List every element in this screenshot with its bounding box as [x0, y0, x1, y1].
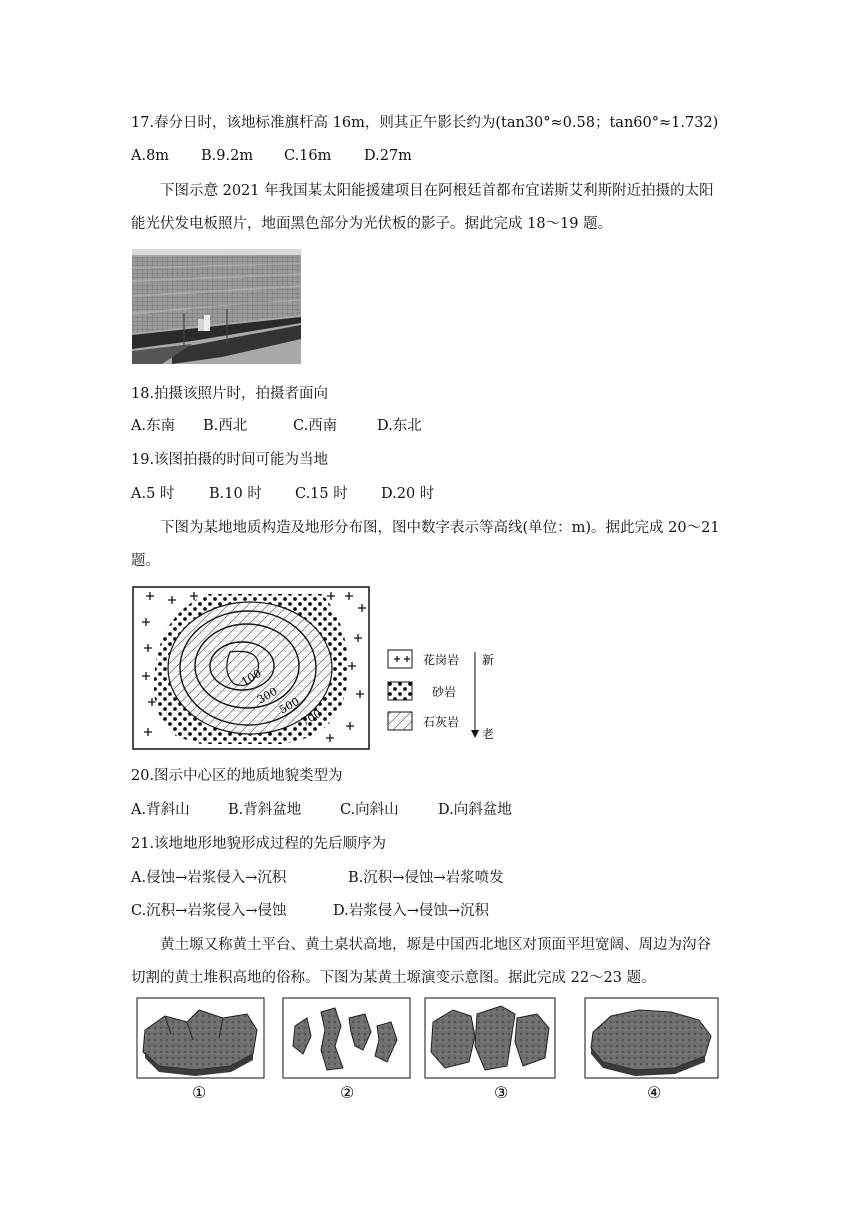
q19-option-a[interactable]: A.5 时 — [131, 486, 175, 502]
q17-option-d[interactable]: D.27m — [364, 148, 412, 164]
q17-option-a[interactable]: A.8m — [131, 148, 170, 164]
q21-stem: 21.该地地形地貌形成过程的先后顺序为 — [131, 836, 387, 852]
q18-option-d[interactable]: D.东北 — [377, 418, 422, 434]
q20-option-d[interactable]: D.向斜盆地 — [438, 802, 512, 818]
loess-stage-2 — [283, 998, 410, 1078]
loess-evolution-figure — [135, 996, 721, 1108]
q21-options-row1 — [131, 868, 504, 888]
solar-panel-photo — [132, 249, 301, 364]
intro-22-23-line1: 黄土塬又称黄土平台、黄土桌状高地，塬是中国西北地区对顶面平坦宽阔、周边为沟谷 — [160, 937, 711, 953]
legend-granite-label: 花岗岩 — [423, 653, 460, 667]
q21-options-row2 — [131, 901, 489, 921]
q19-option-b[interactable]: B.10 时 — [209, 486, 262, 502]
loess-label-2: ② — [340, 1083, 355, 1102]
q18-option-a[interactable]: A.东南 — [131, 418, 176, 434]
q19-stem: 19.该图拍摄的时间可能为当地 — [131, 452, 329, 468]
intro-20-21-line2: 题。 — [131, 553, 160, 569]
q20-option-a[interactable]: A.背斜山 — [131, 802, 190, 818]
legend-age-old: 老 — [482, 727, 495, 741]
legend-age-new: 新 — [482, 653, 495, 667]
loess-stage-3 — [425, 998, 555, 1078]
intro-22-23-line2: 切割的黄土堆积高地的俗称。下图为某黄土塬演变示意图。据此完成 22～23 题。 — [131, 970, 656, 986]
q18-option-b[interactable]: B.西北 — [203, 418, 248, 434]
q19-option-c[interactable]: C.15 时 — [295, 486, 348, 502]
geology-contour-map — [132, 586, 502, 751]
contour-label-500: 500 — [277, 694, 302, 717]
q18-stem: 18.拍摄该照片时，拍摄者面向 — [131, 386, 329, 402]
q21-option-a[interactable]: A.侵蚀→岩浆侵入→沉积 — [131, 870, 287, 886]
q21-option-b[interactable]: B.沉积→侵蚀→岩浆喷发 — [348, 870, 504, 886]
intro-18-19-line2: 能光伏发电板照片，地面黑色部分为光伏板的影子。据此完成 18～19 题。 — [131, 216, 613, 232]
q17-stem: 17.春分日时，该地标准旗杆高 16m，则其正午影长约为(tan30°≈0.58；tan60°≈1.732) — [131, 115, 719, 131]
q19-option-d[interactable]: D.20 时 — [381, 486, 435, 502]
loess-label-3: ③ — [494, 1083, 509, 1102]
loess-stage-1 — [137, 998, 264, 1078]
q19-options — [131, 484, 434, 504]
q21-option-c[interactable]: C.沉积→岩浆侵入→侵蚀 — [131, 903, 287, 919]
intro-18-19-line1: 下图示意 2021 年我国某太阳能援建项目在阿根廷首都布宜诺斯艾利斯附近拍摄的太阳 — [160, 183, 714, 199]
legend-limestone-label: 石灰岩 — [423, 715, 460, 729]
loess-label-1: ① — [192, 1083, 207, 1102]
q18-options — [131, 416, 422, 436]
q17-option-c[interactable]: C.16m — [284, 148, 332, 164]
contour-label-300: 300 — [255, 684, 280, 707]
q17-option-b[interactable]: B.9.2m — [201, 148, 254, 164]
loess-label-4: ④ — [647, 1083, 662, 1102]
q20-options — [131, 800, 512, 820]
q20-option-c[interactable]: C.向斜山 — [340, 802, 399, 818]
legend-sandstone-label: 砂岩 — [432, 685, 457, 699]
q18-option-c[interactable]: C.西南 — [293, 418, 338, 434]
map-legend — [388, 650, 494, 741]
q20-option-b[interactable]: B.背斜盆地 — [228, 802, 302, 818]
q21-option-d[interactable]: D.岩浆侵入→侵蚀→沉积 — [333, 903, 490, 919]
q17-options — [131, 146, 412, 166]
intro-20-21-line1: 下图为某地地质构造及地形分布图，图中数字表示等高线(单位：m)。据此完成 20～21 — [160, 520, 720, 536]
contour-label-700: 700 — [299, 706, 324, 729]
contour-label-100: 100 — [239, 666, 264, 689]
loess-stage-4 — [585, 998, 718, 1078]
q20-stem: 20.图示中心区的地质地貌类型为 — [131, 768, 343, 784]
